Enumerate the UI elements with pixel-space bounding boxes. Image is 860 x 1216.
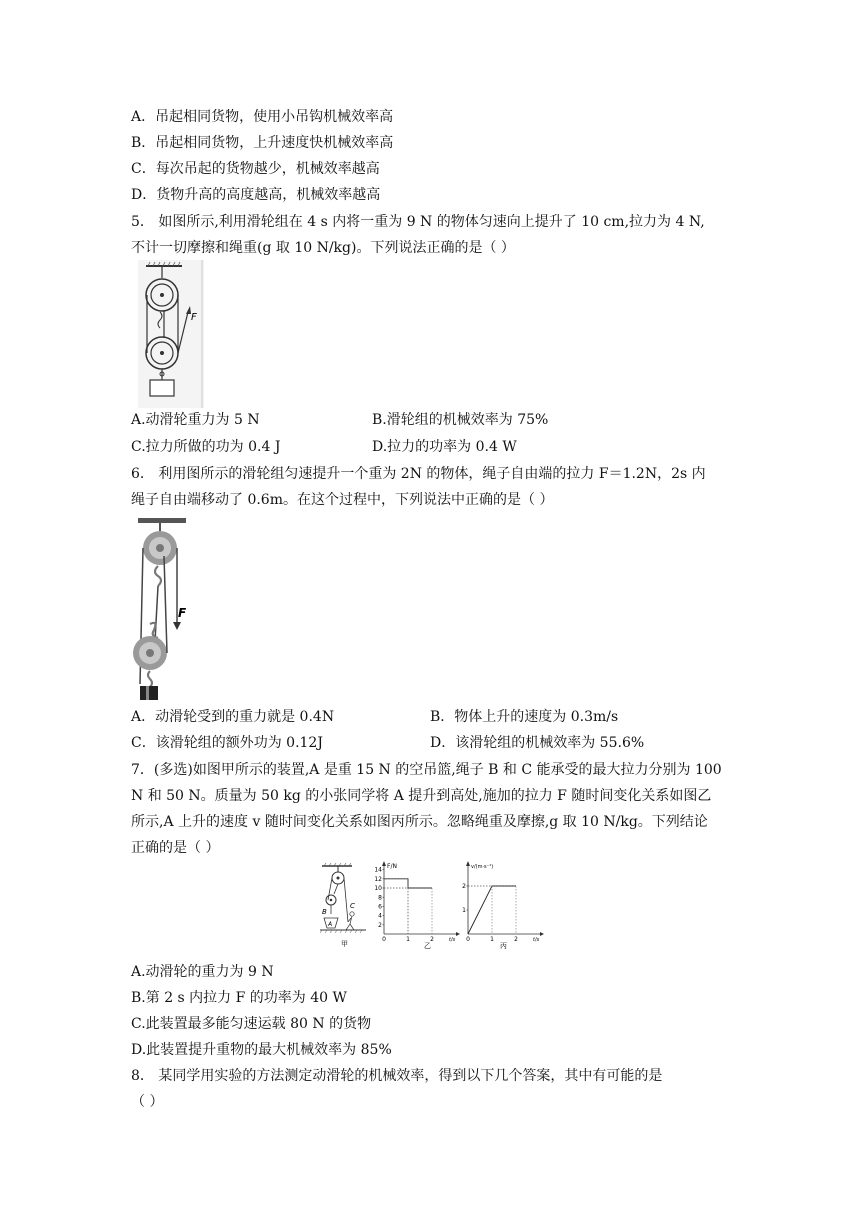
q6-force-label: F — [178, 606, 187, 620]
yi-ytick-label: 2 — [378, 921, 382, 929]
q6-option-d: D．该滑轮组的机械效率为 55.6% — [430, 735, 645, 751]
bing-xtick-label: 1 — [490, 936, 494, 943]
q5-pulley-figure — [138, 260, 204, 408]
q5-stem-line2: 不计一切摩擦和绳重(g 取 10 N/kg)。下列说法正确的是（ ） — [131, 240, 515, 256]
q7-label-c: C — [350, 902, 355, 910]
q6-option-b: B．物体上升的速度为 0.3m/s — [430, 709, 619, 725]
q5-option-d: D.拉力的功率为 0.4 W — [372, 439, 517, 455]
yi-xtick-label: 2 — [430, 936, 434, 943]
q5-option-a: A.动滑轮重力为 5 N — [131, 412, 260, 428]
bing-xtick-label: 2 — [514, 936, 518, 943]
q7-fig-yi-caption: 乙 — [424, 942, 431, 950]
bing-xtick-label: 0 — [466, 936, 470, 943]
q7-yi-ylabel: F/N — [387, 863, 397, 870]
q7-yi-plot — [374, 867, 434, 943]
q7-bing-xlabel: t/s — [533, 937, 540, 943]
q5-force-label: F — [191, 312, 197, 323]
q5-option-b: B.滑轮组的机械效率为 75% — [372, 412, 549, 428]
yi-ytick-label: 10 — [374, 885, 382, 893]
q6-pulley-figure — [128, 516, 198, 702]
bing-ytick-label: 2 — [462, 883, 466, 891]
q7-figure-jia — [318, 862, 372, 952]
yi-ytick-label: 6 — [378, 903, 382, 911]
q7-option-a: A.动滑轮的重力为 9 N — [131, 964, 274, 980]
q4-option-b: B．吊起相同货物，上升速度快机械效率高 — [131, 135, 394, 151]
q6-stem-line1: 6． 利用图所示的滑轮组匀速提升一个重为 2N 的物体，绳子自由端的拉力 F＝1.2N，2s 内 — [131, 466, 706, 482]
q7-yi-xlabel: t/s — [449, 937, 456, 943]
q7-stem-line2: N 和 50 N。质量为 50 kg 的小张同学将 A 提升到高处,施加的拉力 F 随时间变化关系如图乙 — [131, 788, 712, 804]
yi-ytick-label: 4 — [378, 912, 382, 920]
q7-option-c: C.此装置最多能匀速运载 80 N 的货物 — [131, 1016, 372, 1032]
yi-xtick-label: 1 — [406, 936, 410, 943]
q7-label-b: B — [322, 908, 327, 916]
yi-ytick-label: 8 — [378, 894, 382, 902]
q7-fig-bing-caption: 丙 — [500, 942, 507, 950]
q4-option-d: D．货物升高的高度越高，机械效率越高 — [131, 187, 381, 203]
q7-option-b: B.第 2 s 内拉力 F 的功率为 40 W — [131, 990, 347, 1006]
q8-stem-line2: （ ） — [131, 1094, 164, 1110]
q4-option-c: C．每次吊起的货物越少，机械效率越高 — [131, 161, 380, 177]
bing-ytick-label: 1 — [462, 907, 466, 915]
q6-stem-line2: 绳子自由端移动了 0.6m。在这个过程中，下列说法中正确的是（ ） — [131, 492, 554, 508]
q7-stem-line1: 7．(多选)如图甲所示的装置,A 是重 15 N 的空吊篮,绳子 B 和 C 能承受的最大拉力分别为 100 — [131, 762, 722, 778]
q7-figure-bing — [460, 860, 546, 952]
yi-xtick-label: 0 — [382, 936, 386, 943]
q7-label-a: A — [328, 921, 333, 928]
yi-ytick-label: 12 — [374, 875, 382, 883]
q7-stem-line4: 正确的是（ ） — [131, 840, 220, 856]
yi-ytick-label: 14 — [374, 866, 382, 874]
q7-stem-line3: 所示,A 上升的速度 v 随时间变化关系如图丙所示。忽略绳重及摩擦,g 取 10 N/kg。下列结论 — [131, 814, 708, 830]
q4-option-a: A．吊起相同货物，使用小吊钩机械效率高 — [131, 109, 394, 125]
q8-stem-line1: 8． 某同学用实验的方法测定动滑轮的机械效率，得到以下几个答案，其中有可能的是 — [131, 1068, 663, 1084]
q5-option-c: C.拉力所做的功为 0.4 J — [131, 439, 281, 455]
q7-bing-ylabel: v/(m·s⁻¹) — [471, 864, 494, 870]
q7-fig-jia-caption: 甲 — [341, 940, 348, 948]
q7-figure-yi — [370, 860, 462, 952]
q7-option-d: D.此装置提升重物的最大机械效率为 85% — [131, 1042, 392, 1058]
q6-option-c: C．该滑轮组的额外功为 0.12J — [131, 735, 323, 751]
q6-option-a: A．动滑轮受到的重力就是 0.4N — [131, 709, 335, 725]
q5-stem-line1: 5． 如图所示,利用滑轮组在 4 s 内将一重为 9 N 的物体匀速向上提升了 10 cm,拉力为 4 N, — [131, 214, 705, 230]
